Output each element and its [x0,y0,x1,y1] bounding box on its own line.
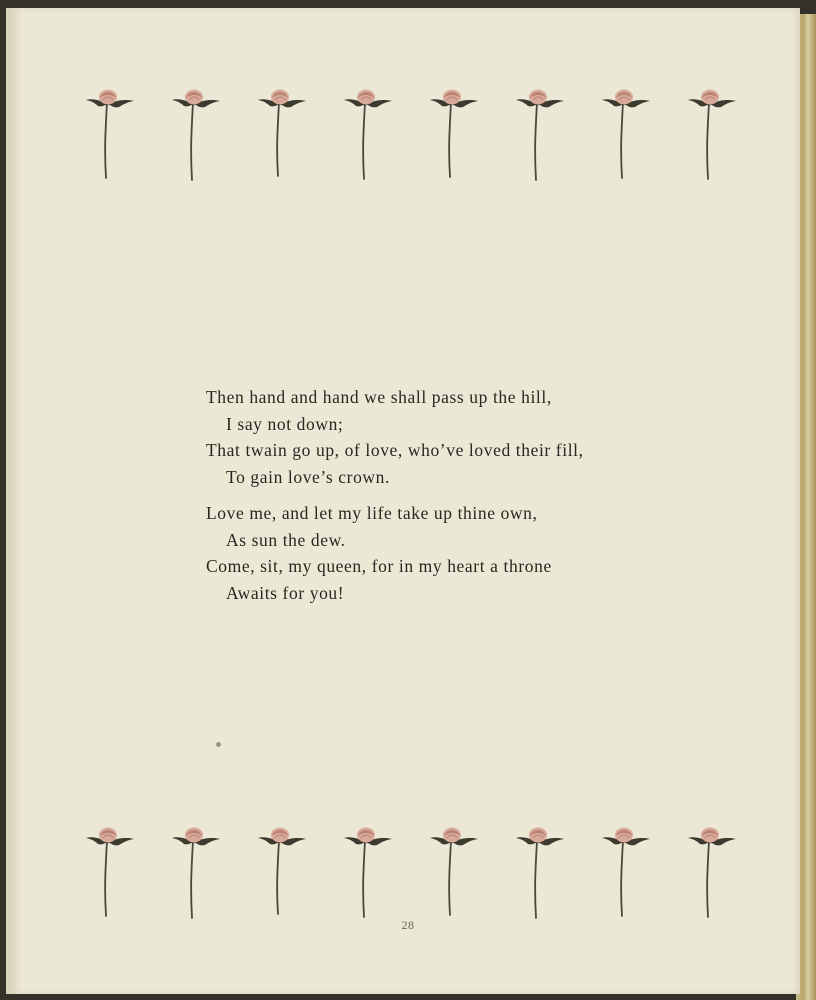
book-page [6,8,800,994]
rose-bud-icon [84,84,140,184]
rose-bud-icon [256,84,312,184]
paper-speck [216,742,221,747]
poem [206,384,686,606]
poem-line: That twain go up, of love, who’ve loved their fill, [206,440,584,460]
poem-line: To gain love’s crown. [226,466,390,487]
poem-line: Then hand and hand we shall pass up the hill, [206,387,552,407]
rose-bud-icon [428,822,484,922]
stanza-1 [206,384,686,490]
rose-bud-icon [84,822,140,922]
stanza-2 [206,500,686,606]
poem-line: I say not down; [226,413,344,434]
rose-bud-icon [686,84,742,184]
bottom-flower-border [84,822,752,922]
rose-bud-icon [600,84,656,184]
rose-bud-icon [342,822,398,922]
rose-bud-icon [428,84,484,184]
rose-bud-icon [170,84,226,184]
poem-line: Love me, and let my life take up thine own, [206,503,538,523]
page-gutter-shadow [6,8,22,994]
rose-bud-icon [514,84,570,184]
rose-bud-icon [256,822,312,922]
rose-bud-icon [514,822,570,922]
rose-bud-icon [600,822,656,922]
rose-bud-icon [686,822,742,922]
poem-line: Come, sit, my queen, for in my heart a throne [206,556,552,576]
page-number: 28 [401,918,415,932]
rose-bud-icon [170,822,226,922]
poem-line: As sun the dew. [226,529,346,550]
poem-line: Awaits for you! [226,582,345,603]
top-flower-border [84,84,752,184]
rose-bud-icon [342,84,398,184]
